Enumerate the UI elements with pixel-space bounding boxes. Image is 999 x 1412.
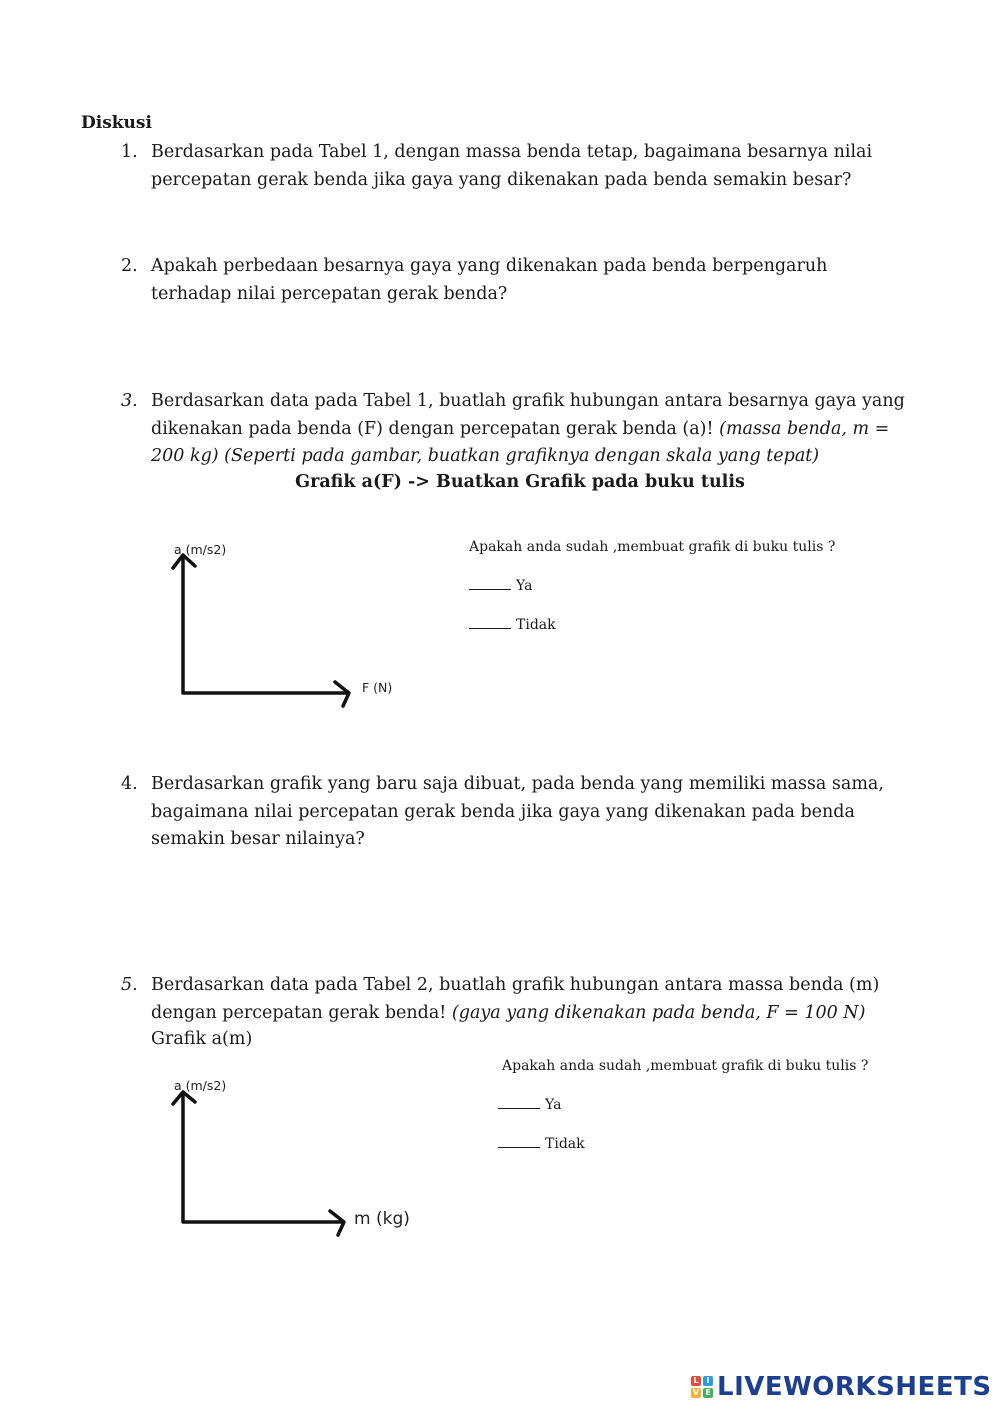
graph-1-option-ya[interactable] [469, 578, 533, 594]
graph-2-title: Grafik a(m) [151, 1029, 253, 1049]
question-number: 4. [121, 774, 138, 794]
logo-mark-e: E [703, 1388, 713, 1398]
option-label: Ya [545, 1097, 562, 1113]
question-number: 1. [121, 142, 138, 162]
question-text-wrap [151, 972, 911, 1027]
x-axis-label: m (kg) [354, 1209, 410, 1229]
answer-blank[interactable] [469, 579, 511, 590]
question-note: (gaya yang dikenakan pada benda, F = 100 N) [451, 1002, 866, 1023]
logo-mark-l: L [691, 1376, 701, 1386]
logo-mark-icon [691, 1376, 713, 1398]
question-4 [121, 771, 911, 854]
y-axis-label: a (m/s2) [174, 542, 227, 557]
option-label: Ya [516, 578, 533, 594]
logo-mark-i: I [703, 1376, 713, 1386]
question-text: Berdasarkan data pada Tabel 2, buatlah grafik hubungan antara massa benda (m) dengan percepatan gerak benda! [151, 975, 880, 1023]
axis-lines [183, 1094, 342, 1222]
graph-1-question: Apakah anda sudah ,membuat grafik di buku tulis ? [469, 539, 836, 555]
question-note: (massa benda, m = 200 kg) (Seperti pada gambar, buatkan grafiknya dengan skala yang tepat) [151, 418, 890, 466]
logo-text: LIVEWORKSHEETS [717, 1372, 992, 1402]
graph-2-question: Apakah anda sudah ,membuat grafik di buku tulis ? [502, 1058, 869, 1074]
question-text: Berdasarkan data pada Tabel 1, buatlah grafik hubungan antara besarnya gaya yang dikenakan pada benda (F) dengan percepatan gerak benda (a)! [151, 391, 905, 439]
answer-blank[interactable] [469, 618, 511, 629]
graph-2-axes [150, 1072, 430, 1247]
question-number: 3. [121, 391, 138, 411]
liveworksheets-logo[interactable] [691, 1371, 992, 1403]
question-text: Apakah perbedaan besarnya gaya yang dikenakan pada benda berpengaruh terhadap nilai percepatan gerak benda? [151, 256, 828, 304]
question-2 [121, 253, 911, 308]
question-text-wrap [151, 388, 911, 471]
question-1 [121, 139, 911, 194]
page-heading: Diskusi [81, 113, 152, 133]
axis-lines [183, 557, 348, 693]
option-label: Tidak [545, 1136, 585, 1152]
question-number: 5. [121, 975, 138, 995]
graph-2-option-ya[interactable] [498, 1097, 562, 1113]
question-number: 2. [121, 256, 138, 276]
logo-mark-v: V [692, 1388, 700, 1397]
graph-1-axes [150, 535, 420, 715]
question-text: Berdasarkan grafik yang baru saja dibuat, pada benda yang memiliki massa sama, bagaimana nilai percepatan gerak benda jika gaya yang dikenakan pada benda semakin besar nilainya? [151, 774, 884, 849]
answer-blank[interactable] [498, 1137, 540, 1148]
question-3 [121, 388, 911, 471]
question-text: Berdasarkan pada Tabel 1, dengan massa benda tetap, bagaimana besarnya nilai percepatan gerak benda jika gaya yang dikenakan pada benda semakin besar? [151, 142, 873, 190]
answer-blank[interactable] [498, 1098, 540, 1109]
x-axis-label: F (N) [362, 680, 393, 695]
graph-1-title: Grafik a(F) -> Buatkan Grafik pada buku tulis [295, 472, 745, 492]
question-5 [121, 972, 911, 1027]
graph-1-option-tidak[interactable] [469, 617, 556, 633]
y-axis-label: a (m/s2) [174, 1078, 227, 1093]
graph-2-option-tidak[interactable] [498, 1136, 585, 1152]
option-label: Tidak [516, 617, 556, 633]
